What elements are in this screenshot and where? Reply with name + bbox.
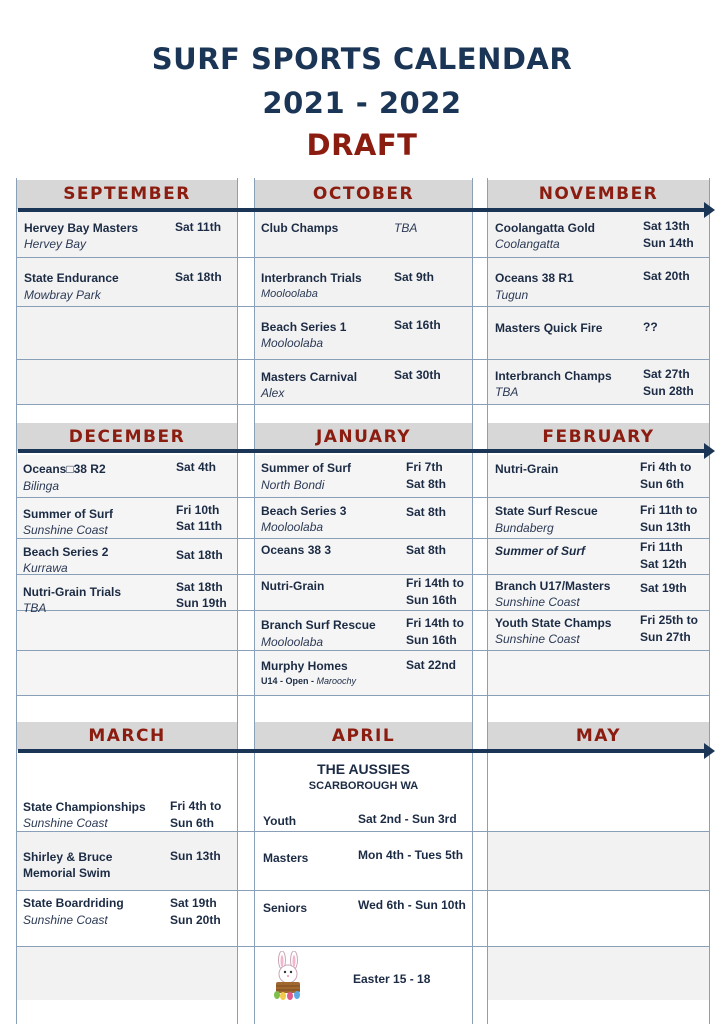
event-name: Oceans 38 3: [261, 543, 332, 557]
event-location: Hervey Bay: [24, 237, 87, 251]
event-date: Fri 11th: [640, 540, 683, 554]
timeline-arrow-2: [18, 449, 706, 453]
event-name: Hervey Bay Masters: [24, 221, 139, 235]
event-name: Summer of Surf: [495, 544, 586, 558]
event-date: Fri 4th to: [170, 799, 222, 813]
event-location: Bundaberg: [495, 521, 554, 535]
easter-label: Easter 15 - 18: [353, 972, 431, 986]
month-header-february: FEBRUARY: [488, 423, 709, 451]
event-location: Sunshine Coast: [23, 913, 108, 927]
event-name: Coolangatta Gold: [495, 221, 595, 235]
event-name: Youth State Champs: [495, 616, 612, 630]
event-date-end: Sat 12th: [640, 557, 687, 571]
event-name: Beach Series 2: [23, 545, 109, 559]
event-date-end: Sun 13th: [640, 520, 691, 534]
event-name: Oceans 38 R1: [495, 271, 574, 285]
event-date: Sat 11th: [175, 220, 222, 234]
event-name: Interbranch Champs: [495, 369, 612, 383]
event-location: Mooloolaba: [261, 520, 324, 534]
event-date-end: Sun 16th: [406, 593, 457, 607]
event-date: Fri 7th: [406, 460, 443, 474]
month-header-november: NOVEMBER: [488, 180, 709, 209]
title-line-2: 2021 - 2022: [262, 86, 462, 120]
event-name: Shirley & Bruce: [23, 850, 113, 864]
event-location: TBA: [394, 221, 418, 235]
event-date: Sat 18th: [175, 270, 222, 284]
event-date: Sat 22nd: [406, 658, 457, 672]
event-date-end: Sun 28th: [643, 384, 694, 398]
event-date: Sat 19th: [640, 581, 687, 595]
event-date-end: Sun 27th: [640, 630, 691, 644]
event-location: Mooloolaba: [261, 288, 318, 300]
title-draft: DRAFT: [306, 128, 418, 162]
event-date: Sat 27th: [643, 367, 690, 381]
month-header-september: SEPTEMBER: [17, 180, 237, 209]
event-name: Oceans□38 R2: [23, 462, 106, 476]
event-name: Branch U17/Masters: [495, 579, 611, 593]
event-name: State Championships: [23, 800, 146, 814]
event-name: Beach Series 1: [261, 320, 347, 334]
event-name: Masters Quick Fire: [495, 321, 603, 335]
event-name: Masters Carnival: [261, 370, 358, 384]
event-location: North Bondi: [261, 478, 325, 492]
title-line-1: SURF SPORTS CALENDAR: [151, 42, 573, 76]
event-date: Sat 8th: [406, 505, 447, 519]
event-name-line-2: Memorial Swim: [23, 866, 111, 880]
event-subtitle: U14 - Open - Maroochy: [261, 676, 357, 686]
event-name: State Endurance: [24, 271, 119, 285]
event-name: Branch Surf Rescue: [261, 618, 376, 632]
event-name: State Boardriding: [23, 896, 124, 910]
event-location: Mooloolaba: [261, 635, 324, 649]
event-location: Sunshine Coast: [495, 632, 580, 646]
event-location: TBA: [23, 601, 47, 615]
event-date: Sat 4th: [176, 460, 217, 474]
month-header-october: OCTOBER: [255, 180, 472, 209]
event-name: Summer of Surf: [23, 507, 114, 521]
event-date: Fri 14th to: [406, 616, 465, 630]
month-header-january: JANUARY: [255, 423, 472, 451]
event-date: Sat 18th: [176, 548, 223, 562]
event-date: Fri 25th to: [640, 613, 699, 627]
event-date: Fri 14th to: [406, 576, 465, 590]
event-location: Bilinga: [23, 479, 60, 493]
event-date: Sat 13th: [643, 219, 690, 233]
event-name: Youth: [263, 814, 297, 828]
event-date-end: Sat 11th: [176, 519, 223, 533]
event-date-end: Sat 8th: [406, 477, 447, 491]
timeline-arrow-3: [18, 749, 706, 753]
event-date: Sat 19th: [170, 896, 217, 910]
event-date: Sat 8th: [406, 543, 447, 557]
event-location: TBA: [495, 385, 519, 399]
event-name: Interbranch Trials: [261, 271, 362, 285]
event-date: Sun 13th: [170, 849, 221, 863]
month-header-december: DECEMBER: [17, 423, 237, 451]
event-name: Summer of Surf: [261, 461, 352, 475]
event-date-end: Sun 16th: [406, 633, 457, 647]
event-location: Kurrawa: [23, 561, 68, 575]
event-date: Fri 11th to: [640, 503, 698, 517]
event-date-end: Sun 6th: [170, 816, 214, 830]
event-date: Sat 18th: [176, 580, 223, 594]
event-name: Murphy Homes: [261, 659, 348, 673]
event-date: Sat 16th: [394, 318, 441, 332]
event-name: Nutri-Grain: [261, 579, 325, 593]
event-date: Sat 9th: [394, 270, 435, 284]
month-header-march: MARCH: [17, 722, 237, 750]
event-date: Wed 6th - Sun 10th: [358, 898, 466, 912]
event-date-end: Sun 20th: [170, 913, 221, 927]
event-name: Beach Series 3: [261, 504, 347, 518]
event-location: Sunshine Coast: [23, 523, 108, 537]
event-location: Coolangatta: [495, 237, 560, 251]
aussies-location: SCARBOROUGH WA: [308, 780, 419, 792]
event-date-end: Sun 14th: [643, 236, 694, 250]
event-name: Nutri-Grain: [495, 462, 559, 476]
event-date: Sat 20th: [643, 269, 690, 283]
event-location: Mowbray Park: [24, 288, 101, 302]
event-name: Seniors: [263, 901, 308, 915]
event-date: Fri 4th to: [640, 460, 692, 474]
event-name: Club Champs: [261, 221, 339, 235]
event-date: Sat 30th: [394, 368, 441, 382]
event-date-end: Sun 19th: [176, 596, 227, 610]
event-date: ??: [643, 320, 658, 334]
event-location: Alex: [261, 386, 285, 400]
event-location: Sunshine Coast: [23, 816, 108, 830]
event-date: Sat 2nd - Sun 3rd: [358, 812, 457, 826]
event-location: Sunshine Coast: [495, 595, 580, 609]
month-header-april: APRIL: [255, 722, 472, 750]
event-date: Mon 4th - Tues 5th: [358, 848, 464, 862]
aussies-heading: THE AUSSIES: [317, 761, 410, 777]
timeline-arrow-1: [18, 208, 706, 212]
event-name: State Surf Rescue: [495, 504, 598, 518]
event-name: Masters: [263, 851, 309, 865]
easter-bunny-egg-icon: [268, 951, 308, 1001]
month-header-may: MAY: [488, 722, 709, 750]
event-date: Fri 10th: [176, 503, 220, 517]
event-date-end: Sun 6th: [640, 477, 684, 491]
event-location: Tugun: [495, 288, 529, 302]
event-name: Nutri-Grain Trials: [23, 585, 122, 599]
event-location: Mooloolaba: [261, 336, 324, 350]
